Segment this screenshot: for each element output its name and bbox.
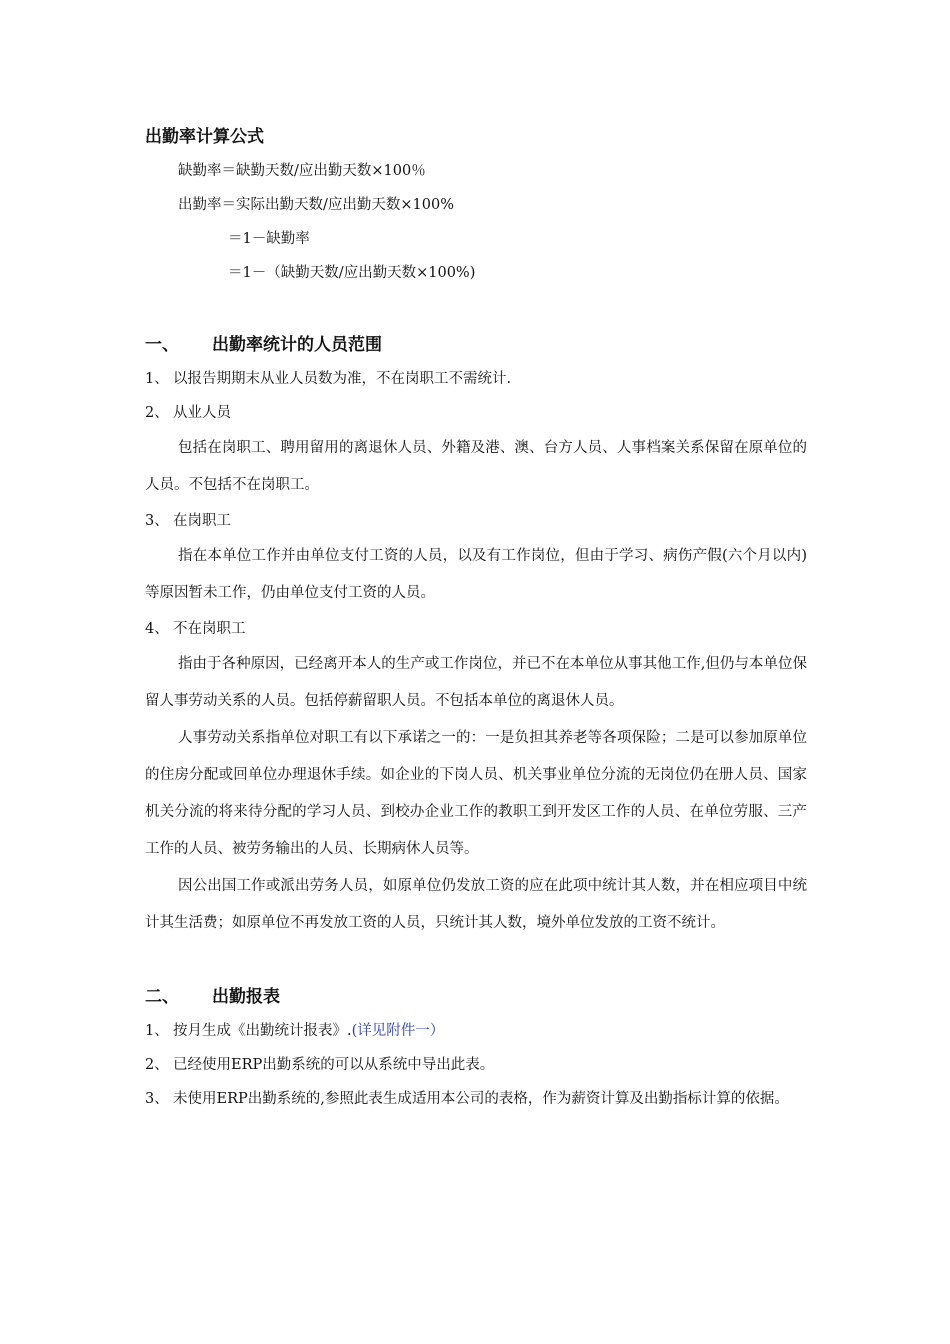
list-item-number: 4、 (145, 621, 169, 637)
list-item (145, 1014, 807, 1048)
list-item-text: 从业人员 (173, 405, 231, 421)
list-item (145, 1048, 807, 1082)
list-item-text: 不在岗职工 (173, 621, 246, 637)
section-1-heading (145, 328, 807, 362)
document-title: 出勤率计算公式 (145, 127, 264, 147)
list-item-text-wrap (173, 1014, 807, 1048)
paragraph-overseas: 因公出国工作或派出劳务人员，如原单位仍发放工资的应在此项中统计其人数，并在相应项目中统计其生活费；如原单位不再发放工资的人员，只统计其人数，境外单位发放的工资不统计。 (145, 878, 807, 931)
list-item-text: 以报告期期末从业人员数为准，不在岗职工不需统计. (173, 371, 512, 387)
list-item-number: 2、 (145, 1057, 169, 1073)
list-item (145, 362, 807, 396)
attachment-link[interactable]: (详见附件一） (351, 1023, 445, 1039)
document-page (145, 120, 807, 1116)
list-item (145, 396, 807, 430)
paragraph-on-post: 指在本单位工作并由单位支付工资的人员，以及有工作岗位，但由于学习、病伤产假(六个月以内)等原因暂未工作，仍由单位支付工资的人员。 (145, 548, 807, 601)
section-1-title: 出勤率统计的人员范围 (212, 335, 382, 355)
list-item-text: 按月生成《出勤统计报表》. (173, 1023, 352, 1039)
list-item-text: 未使用ERP出勤系统的,参照此表生成适用本公司的表格，作为薪资计算及出勤指标计算的依据。 (173, 1091, 789, 1107)
section-2-number: 二、 (145, 987, 179, 1007)
list-item-number: 3、 (145, 1091, 169, 1107)
list-item-text: 在岗职工 (173, 513, 231, 529)
list-item-number: 1、 (145, 371, 169, 387)
list-item-text: 已经使用ERP出勤系统的可以从系统中导出此表。 (173, 1057, 495, 1073)
list-item (145, 612, 807, 646)
paragraph-employees: 包括在岗职工、聘用留用的离退休人员、外籍及港、澳、台方人员、人事档案关系保留在原单位的人员。不包括不在岗职工。 (145, 440, 807, 493)
formula-absence-rate: 缺勤率＝缺勤天数/应出勤天数×100％ (178, 163, 426, 179)
section-2-title: 出勤报表 (212, 987, 280, 1007)
paragraph-off-post: 指由于各种原因，已经离开本人的生产或工作岗位，并已不在本单位从事其他工作,但仍与本单位保留人事劳动关系的人员。包括停薪留职人员。不包括本单位的离退休人员。 (145, 656, 807, 709)
section-2-heading (145, 980, 807, 1014)
formula-attendance-rate: 出勤率＝实际出勤天数/应出勤天数×100% (178, 197, 454, 213)
section-1-number: 一、 (145, 335, 179, 355)
list-item-number: 2、 (145, 405, 169, 421)
formula-equation-1: ＝1－缺勤率 (228, 231, 310, 247)
list-item-number: 3、 (145, 513, 169, 529)
formula-equation-2: ＝1－（缺勤天数/应出勤天数×100%) (228, 265, 476, 281)
list-item (145, 1082, 807, 1116)
list-item-number: 1、 (145, 1023, 169, 1039)
list-item (145, 504, 807, 538)
paragraph-labor-relation: 人事劳动关系指单位对职工有以下承诺之一的：一是负担其养老等各项保险；二是可以参加原单位的住房分配或回单位办理退休手续。如企业的下岗人员、机关事业单位分流的无岗位仍在册人员、国家机关分流的将来待分配的学习人员、到校办企业工作的教职工到开发区工作的人员、在单位劳服、三产工作的人员、被劳务输出的人员、长期病休人员等。 (145, 730, 807, 857)
